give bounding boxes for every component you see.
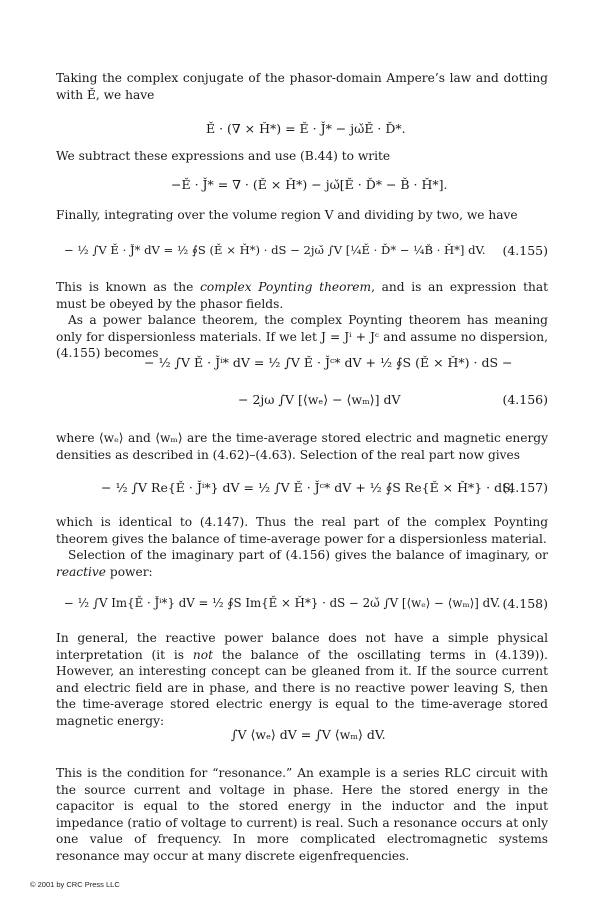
paragraph-power-balance: As a power balance theorem, the complex Poynting theorem has meaning only for dispersionless materials. If we let J = Jⁱ + Jᶜ and assume no dispersion, (4.155) becomes <box>56 313 548 361</box>
equation-text: − ½ ∫V Im{Ě · J̌ⁱ*} dV = ½ ∮S Im{Ě × Ȟ*} · dS − 2ω̌ ∫V [⟨wₑ⟩ − ⟨wₘ⟩] dV. <box>64 596 501 610</box>
equation-number: (4.158) <box>502 596 548 611</box>
paragraph-reactive-balance <box>56 630 548 730</box>
equation-text: − ½ ∫V Ě · J̌ⁱ* dV = ½ ∫V Ě · J̌ᶜ* dV + ½ ∮S (Ě × Ȟ*) · dS − <box>144 355 513 370</box>
equation-number: (4.155) <box>502 243 548 258</box>
equation-text: −Ě · J̌* = ∇ · (Ě × Ȟ*) − jω̌[Ě · Ď* − B̌ · Ȟ*]. <box>171 177 448 192</box>
equation-resonance <box>56 727 548 747</box>
equation-4-158 <box>56 596 548 616</box>
equation-4-155 <box>56 243 548 263</box>
equation-4-156-line2 <box>56 392 548 412</box>
equation-text: Ě · (∇ × Ȟ*) = Ě · J̌* − jω̌Ě · Ď*. <box>206 121 406 136</box>
paragraph-intro: Taking the complex conjugate of the phasor-domain Ampere’s law and dotting with Ě, we have <box>56 71 548 102</box>
paragraph-time-average: where ⟨wₑ⟩ and ⟨wₘ⟩ are the time-average stored electric and magnetic energy densities as described in (4.62)–(4.63). Selection of the real part now gives <box>56 431 548 462</box>
equation-number: (4.156) <box>502 392 548 407</box>
paragraph-real-part: which is identical to (4.147). Thus the real part of the complex Poynting theorem gives the balance of time-average power for a dispersionless material. <box>56 515 548 546</box>
equation-4-156-line1 <box>56 355 548 375</box>
paragraph-complex-poynting <box>56 279 548 312</box>
text-run: Selection of the imaginary part of (4.156) gives the balance of imaginary, or <box>68 548 548 562</box>
text-run: In general, the reactive power balance does not have a simple physical interpretation (it is <box>56 631 548 662</box>
equation-text: − ½ ∫V Re{Ě · J̌ⁱ*} dV = ½ ∫V Ě · J̌ᶜ* dV + ½ ∮S Re{Ě × Ȟ*} · dS, <box>101 480 515 495</box>
equation-subtracted <box>56 177 548 197</box>
paragraph-imaginary-part <box>56 547 548 580</box>
text-run: , and is an expression that must be obeyed by the phasor fields. <box>56 280 548 311</box>
paragraph-subtract: We subtract these expressions and use (B.44) to write <box>56 149 391 163</box>
equation-4-157 <box>56 480 548 500</box>
emphasis-term: complex Poynting theorem <box>200 280 372 294</box>
equation-conjugate-ampere <box>56 121 548 141</box>
copyright-footer: © 2001 by CRC Press LLC <box>30 880 120 889</box>
equation-text: − ½ ∫V Ě · J̌* dV = ½ ∮S (Ě × Ȟ*) · dS − 2jω̌ ∫V [¼Ě · Ď* − ¼B̌ · Ȟ*] dV. <box>64 243 486 257</box>
text-run: power: <box>106 564 153 579</box>
equation-number: (4.157) <box>502 480 548 495</box>
equation-text: − 2jω ∫V [⟨wₑ⟩ − ⟨wₘ⟩] dV <box>238 392 401 407</box>
equation-text: ∫V ⟨wₑ⟩ dV = ∫V ⟨wₘ⟩ dV. <box>231 727 386 742</box>
text-run: the balance of the oscillating terms in (4.139)). However, an interesting concept can be gleaned from it. If the source current and electric field are in phase, and there is no reactive power leaving S, then the time-average stored electric energy is equal to the time-average stored magnetic energy: <box>56 647 548 728</box>
emphasis-term: not <box>192 647 213 662</box>
emphasis-term: reactive <box>56 564 107 579</box>
paragraph-integrate: Finally, integrating over the volume region V and dividing by two, we have <box>56 208 518 222</box>
text-run: This is known as the <box>56 280 201 294</box>
paragraph-resonance: This is the condition for “resonance.” An example is a series RLC circuit with the source current and voltage in phase. Here the stored energy in the capacitor is equal to the stored energy in the inductor and the input impedance (ratio of voltage to current) is real. Such a resonance occurs at only one value of frequency. In more complicated electromagnetic systems resonance may occur at many discrete eigenfrequencies. <box>56 766 548 863</box>
